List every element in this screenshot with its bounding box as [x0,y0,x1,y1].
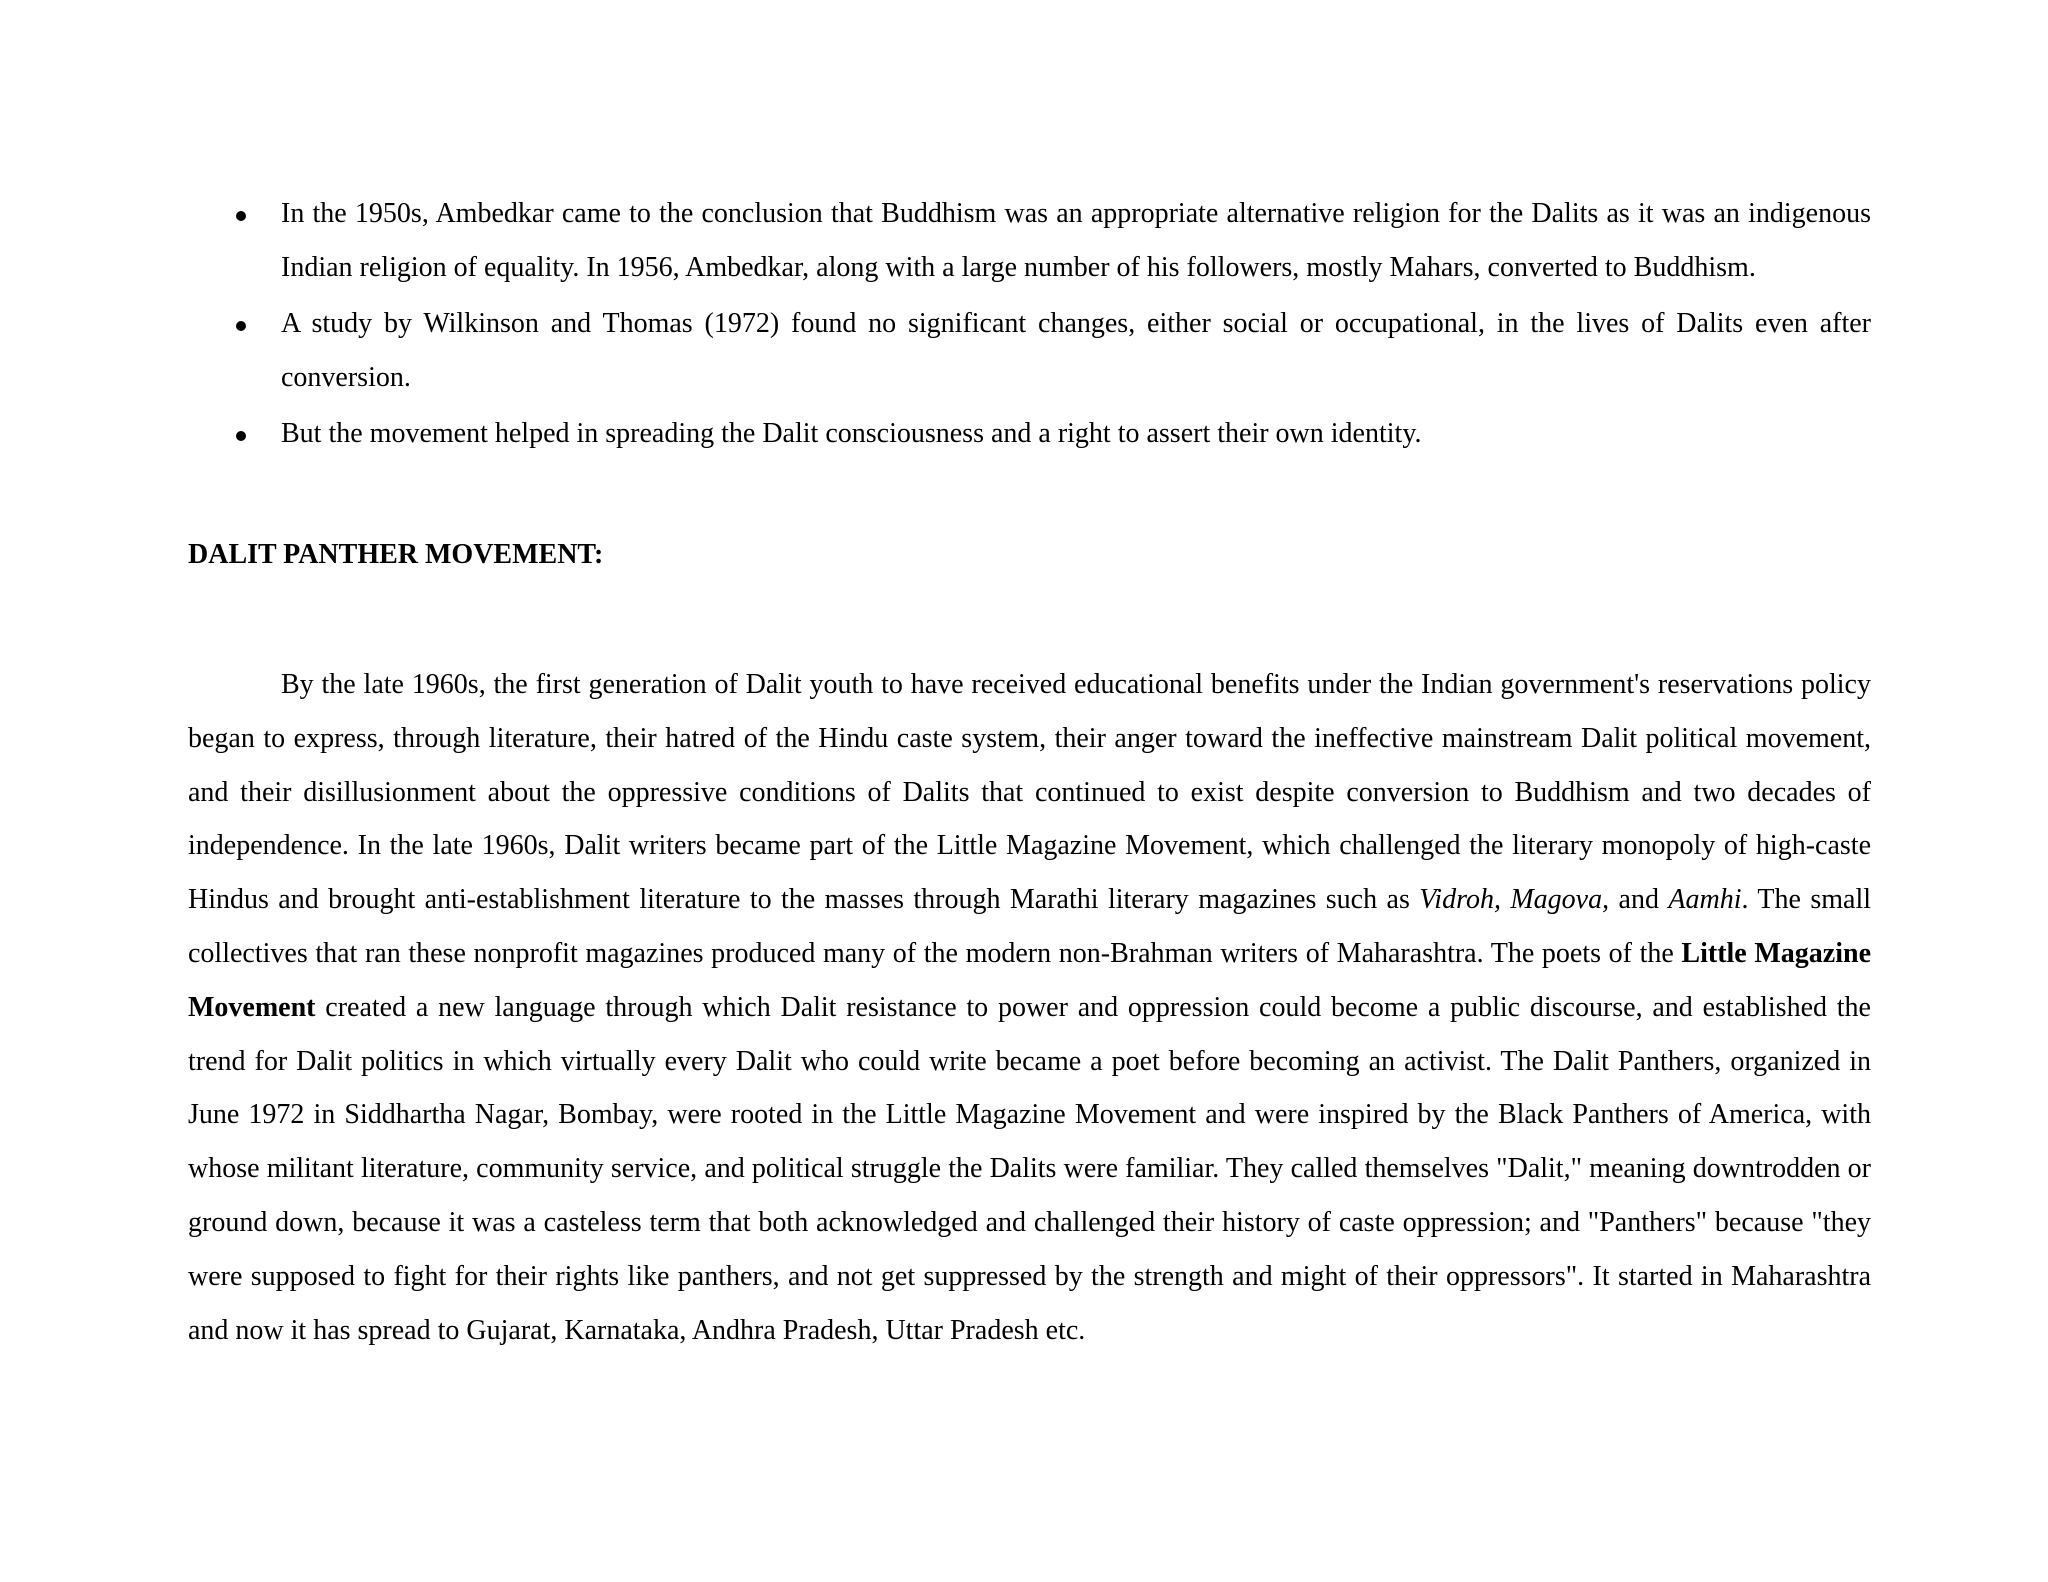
paragraph-text: By the late 1960s, the first generation of Dalit youth to have received educational benefits under the Indian government's reservations policy began to express, through literature, their hatred of the Hindu caste system, their anger toward the ineffective mainstream Dalit political movement, and their disillusionment about the oppressive conditions of Dalits that continued to exist despite conversion to Buddhism and two decades of independence. In the late 1960s, Dalit writers became part of the Little Magazine Movement, which challenged the literary monopoly of high-caste Hindus and brought anti-establishment literature to the masses through Marathi literary magazines such as [188,669,1871,916]
body-paragraph [188,658,1871,1357]
paragraph-text: created a new language through which Dalit resistance to power and oppression could become a public discourse, and established the trend for Dalit politics in which virtually every Dalit who could write became a poet before becoming an activist. The Dalit Panthers, organized in June 1972 in Siddhartha Nagar, Bombay, were rooted in the Little Magazine Movement and were inspired by the Black Panthers of America, with whose militant literature, community service, and political struggle the Dalits were familiar. They called themselves "Dalit," meaning downtrodden or ground down, because it was a casteless term that both acknowledged and challenged their history of caste oppression; and "Panthers" because "they were supposed to fight for their rights like panthers, and not get suppressed by the strength and might of their oppressors". It started in Maharashtra and now it has spread to Gujarat, Karnataka, Andhra Pradesh, Uttar Pradesh etc. [188,991,1871,1346]
bullet-list [188,187,1871,463]
paragraph-text: . The small collectives that ran these nonprofit magazines produced many of the modern non-Brahman writers of Maharashtra. The poets of the [188,884,1872,969]
magazine-names-italic: Vidroh, Magova, [1419,884,1610,916]
movement-name-bold: Little Magazine Movement [188,937,1871,1023]
magazine-name-italic: Aamhi [1668,884,1742,916]
section-heading: DALIT PANTHER MOVEMENT: [188,539,604,570]
paragraph-text: and [1609,884,1669,916]
bullet-icon [236,211,246,221]
bullet-text: A study by Wilkinson and Thomas (1972) found no significant changes, either social or occupational, in the lives of Dalits even after conversion. [281,308,1871,393]
bullet-icon [236,431,246,441]
bullet-icon [236,321,246,331]
bullet-text: But the movement helped in spreading the Dalit consciousness and a right to assert their own identity. [281,418,1422,449]
bullet-item [188,297,1871,405]
bullet-item [188,407,1871,461]
bullet-item [188,187,1871,295]
bullet-text: In the 1950s, Ambedkar came to the conclusion that Buddhism was an appropriate alternative religion for the Dalits as it was an indigenous Indian religion of equality. In 1956, Ambedkar, along with a large number of his followers, mostly Mahars, converted to Buddhism. [281,198,1871,283]
